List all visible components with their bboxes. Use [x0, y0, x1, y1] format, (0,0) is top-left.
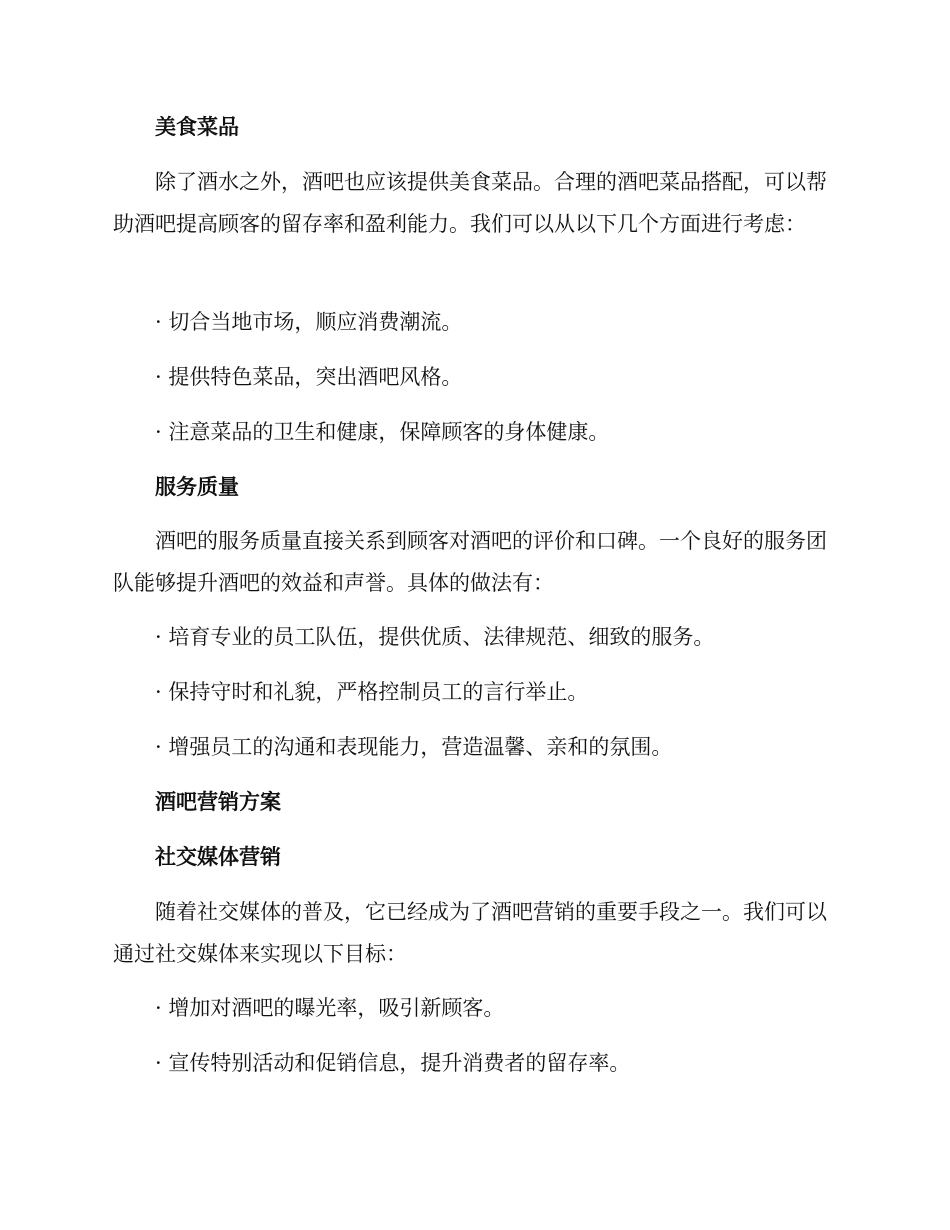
bullet-item: · 切合当地市场，顺应消费潮流。 — [155, 310, 463, 334]
section-heading-service: 服务质量 — [155, 475, 239, 499]
bullet-item: · 提供特色菜品，突出酒吧风格。 — [155, 365, 463, 389]
paragraph-service: 酒吧的服务质量直接关系到顾客对酒吧的评价和口碑。一个良好的服务团队能够提升酒吧的效益和声誉。具体的做法有： — [113, 529, 827, 595]
bullet-item: · 培育专业的员工队伍，提供优质、法律规范、细致的服务。 — [155, 625, 715, 649]
section-heading-marketing: 酒吧营销方案 — [155, 790, 281, 814]
bullet-item: · 宣传特别活动和促销信息，提升消费者的留存率。 — [155, 1051, 631, 1075]
bullet-item: · 保持守时和礼貌，严格控制员工的言行举止。 — [155, 680, 589, 704]
paragraph-food: 除了酒水之外，酒吧也应该提供美食菜品。合理的酒吧菜品搭配，可以帮助酒吧提高顾客的留存率和盈利能力。我们可以从以下几个方面进行考虑： — [113, 170, 827, 236]
section-heading-food: 美食菜品 — [155, 115, 239, 139]
bullet-item: · 注意菜品的卫生和健康，保障顾客的身体健康。 — [155, 420, 610, 444]
paragraph-social: 随着社交媒体的普及，它已经成为了酒吧营销的重要手段之一。我们可以通过社交媒体来实现以下目标： — [113, 900, 827, 966]
bullet-item: · 增强员工的沟通和表现能力，营造温馨、亲和的氛围。 — [155, 735, 673, 759]
section-heading-social: 社交媒体营销 — [155, 845, 281, 869]
bullet-item: · 增加对酒吧的曝光率，吸引新顾客。 — [155, 996, 505, 1020]
